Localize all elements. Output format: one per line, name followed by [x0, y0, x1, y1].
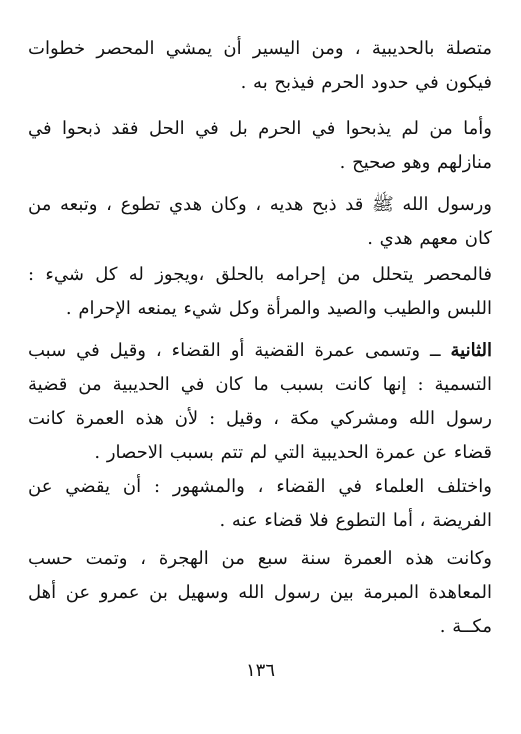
paragraph-7 — [28, 542, 492, 644]
paragraph-6-text: واختلف العلماء في القضاء ، والمشهور : أن يقضي عن الفريضة ، أما التطوع فلا قضاء عنه . — [28, 476, 492, 531]
paragraph-2 — [28, 112, 492, 180]
paragraph-3-text: ورسول الله ﷺ قد ذبح هديه ، وكان هدي تطوع ، وتبعه من كان معهم هدي . — [28, 194, 492, 249]
paragraph-5 — [28, 334, 492, 470]
paragraph-4-text: فالمحصر يتحلل من إحرامه بالحلق ،ويجوز له كل شيء : اللبس والطيب والصيد والمرأة وكل شيء يمنعه الإحرام . — [28, 264, 492, 319]
paragraph-5-text — [28, 334, 492, 470]
paragraph-6 — [28, 470, 492, 538]
paragraph-4 — [28, 258, 492, 326]
paragraph-1-text: متصلة بالحديبية ، ومن اليسير أن يمشي المحصر خطوات فيكون في حدود الحرم فيذبح به . — [28, 38, 492, 93]
page-number: ١٣٦ — [245, 660, 275, 681]
section-heading-second: الثانية — [450, 340, 492, 361]
paragraph-5-body: ــ وتسمى عمرة القضية أو القضاء ، وقيل في سبب التسمية : إنها كانت بسبب ما كان في الحديبية من قضية رسول الله ومشركي مكة ، وقيل : لأن هذه العمرة كانت قضاء عن عمرة الحديبية التي لم تتم بسبب الاحصار . — [28, 340, 492, 463]
paragraph-7-text: وكانت هذه العمرة سنة سبع من الهجرة ، وتمت حسب المعاهدة المبرمة بين رسول الله وسهيل بن عمرو عن أهل مكــة . — [28, 548, 492, 637]
paragraph-2-text: وأما من لم يذبحوا في الحرم بل في الحل فقد ذبحوا في منازلهم وهو صحيح . — [28, 118, 492, 173]
paragraph-3 — [28, 188, 492, 256]
paragraph-1 — [28, 32, 492, 100]
